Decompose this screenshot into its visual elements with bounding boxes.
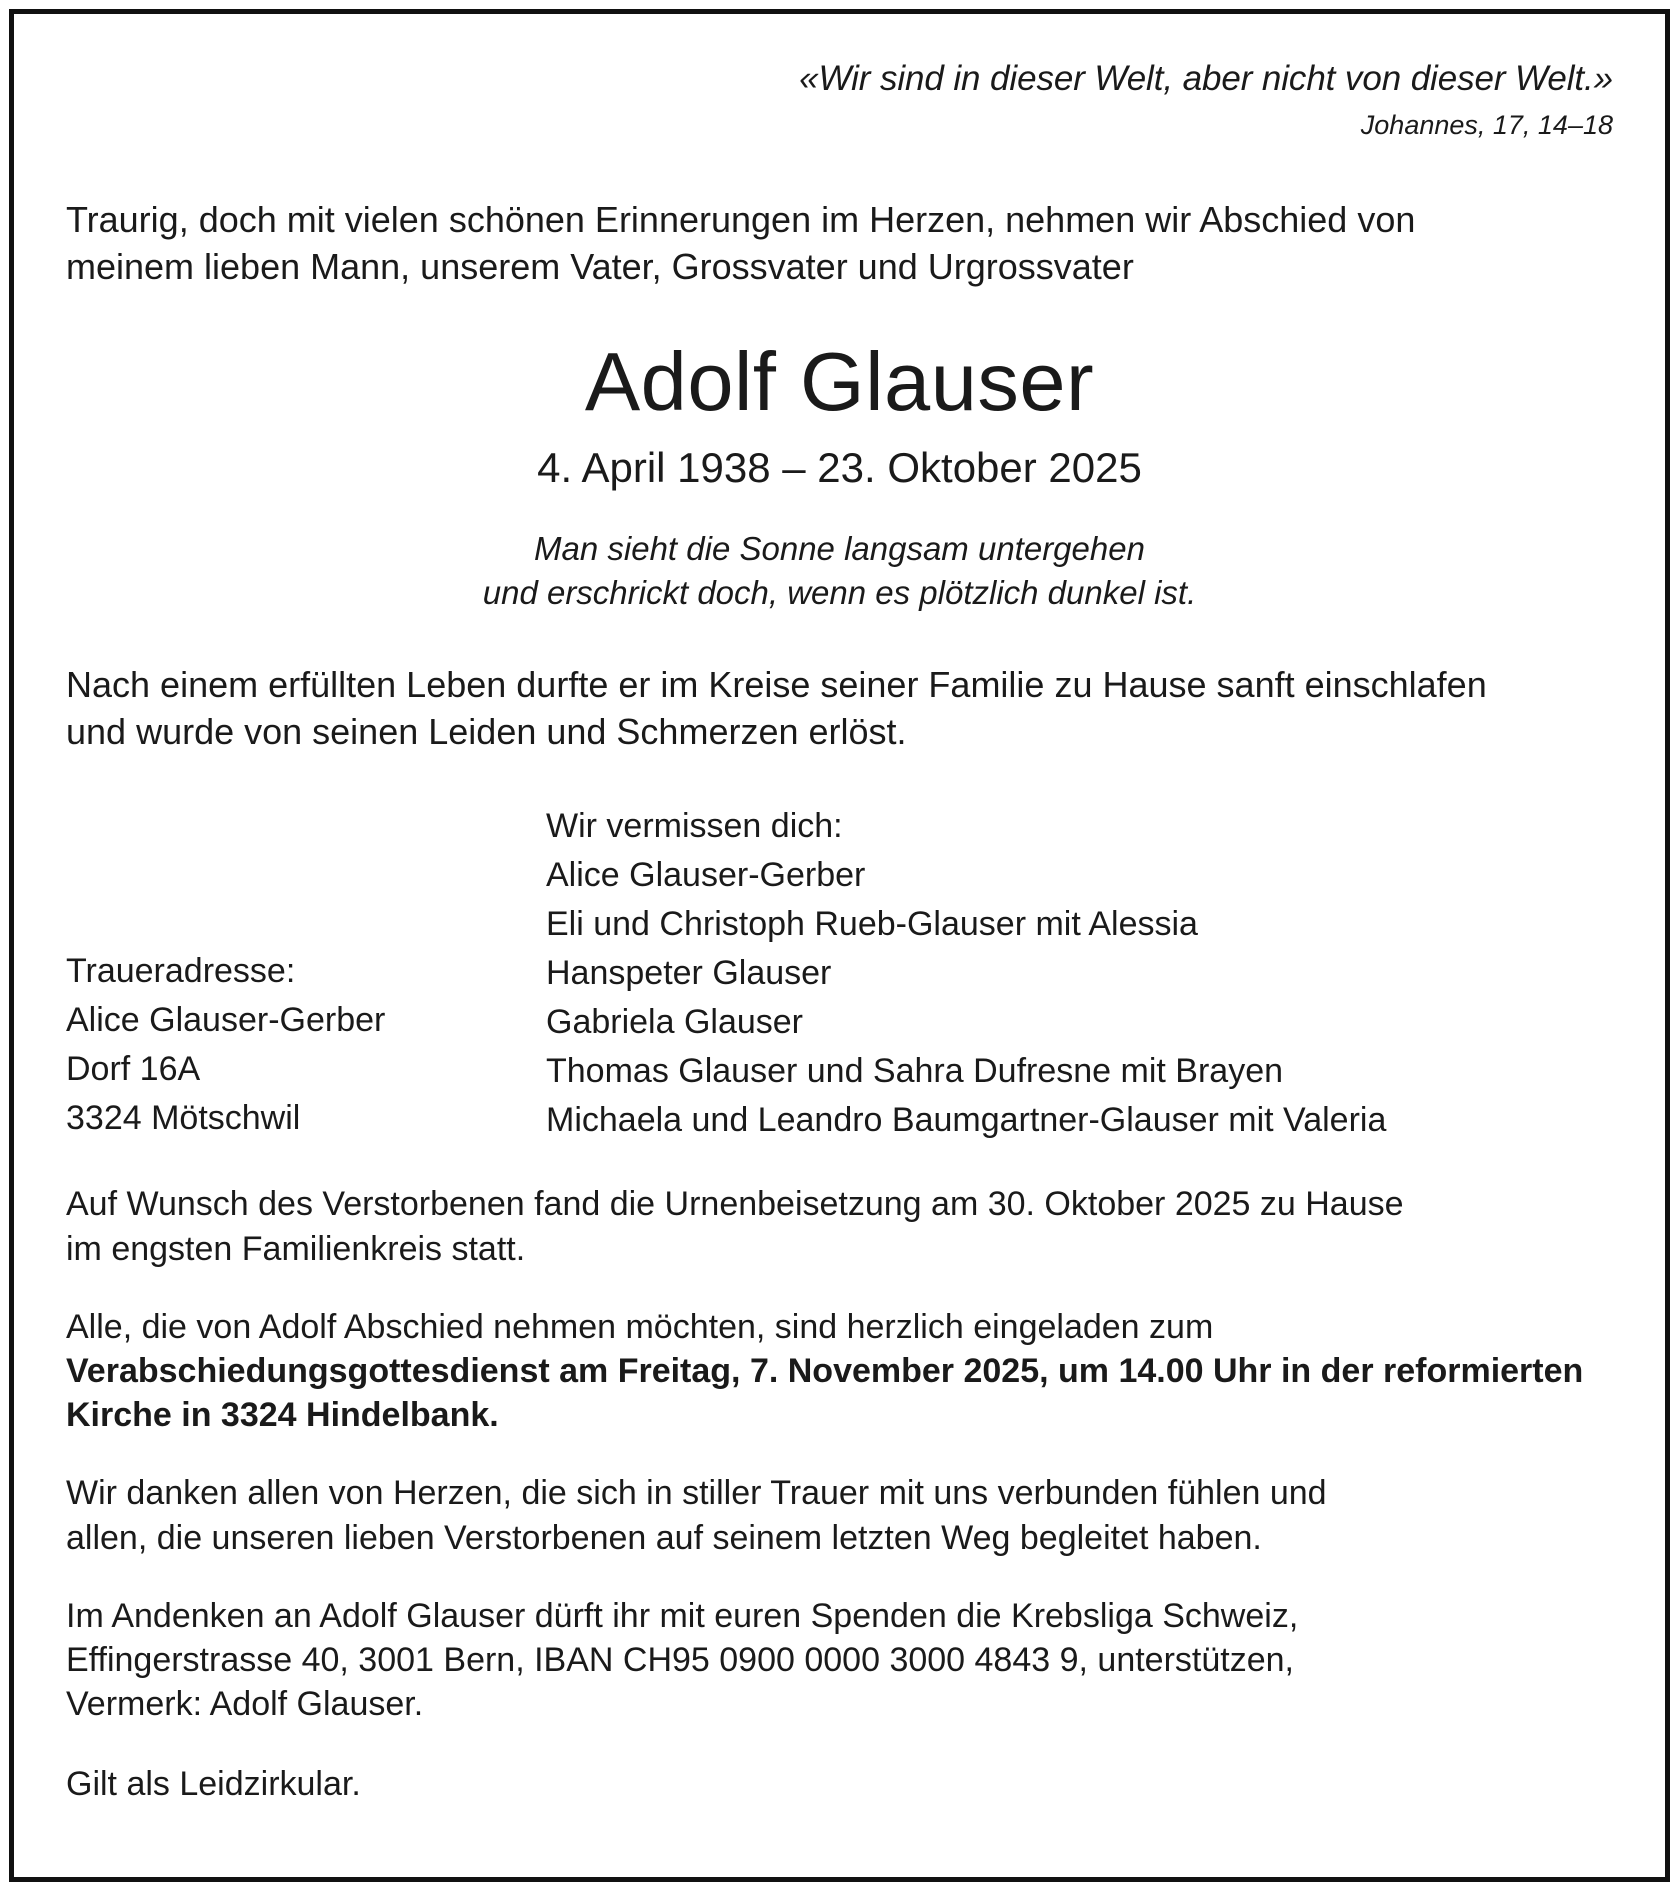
passing-line-2: und wurde von seinen Leiden und Schmerzen erlöst. [66, 711, 907, 753]
deceased-dates: 4. April 1938 – 23. Oktober 2025 [537, 443, 1142, 491]
family-member: Gabriela Glauser [546, 1002, 804, 1041]
family-members-block [546, 802, 1613, 1145]
mourning-address-city: 3324 Mötschwil [66, 1098, 301, 1137]
donation-line-1: Im Andenken an Adolf Glauser dürft ihr mit euren Spenden die Krebsliga Schweiz, [66, 1596, 1299, 1635]
intro-line-1: Traurig, doch mit vielen schönen Erinnerungen im Herzen, nehmen wir Abschied von [66, 199, 1416, 241]
mourning-address-street: Dorf 16A [66, 1049, 201, 1088]
donation-line-2: Effingerstrasse 40, 3001 Bern, IBAN CH95 0900 0000 3000 4843 9, unterstützen, [66, 1640, 1294, 1679]
family-heading: Wir vermissen dich: [546, 806, 843, 845]
thanks-paragraph [66, 1471, 1613, 1559]
memorial-verse-line-1: Man sieht die Sonne langsam untergehen [534, 530, 1145, 568]
burial-line-2: im engsten Familienkreis statt. [66, 1229, 526, 1268]
obituary-content [66, 48, 1613, 1859]
service-invitation-details: Verabschiedungsgottesdienst am Freitag, 7. November 2025, um 14.00 Uhr in der reformierten Kirche in 3324 Hindelbank. [66, 1352, 1584, 1435]
family-member: Thomas Glauser und Sahra Dufresne mit Brayen [546, 1051, 1284, 1090]
passing-line-1: Nach einem erfüllten Leben durfte er im Kreise seiner Familie zu Hause sanft einschlafen [66, 664, 1487, 706]
memorial-verse [66, 527, 1613, 614]
scripture-quote-source: Johannes, 17, 14–18 [1360, 109, 1613, 140]
intro-paragraph [66, 197, 1613, 291]
mourning-address-name: Alice Glauser-Gerber [66, 1000, 386, 1039]
thanks-line-1: Wir danken allen von Herzen, die sich in stiller Trauer mit uns verbunden fühlen und [66, 1474, 1327, 1513]
obituary-border-frame [9, 9, 1670, 1882]
scripture-quote-text: «Wir sind in dieser Welt, aber nicht von dieser Welt.» [799, 59, 1613, 98]
family-member: Hanspeter Glauser [546, 953, 832, 992]
donation-line-3: Vermerk: Adolf Glauser. [66, 1685, 424, 1724]
passing-paragraph [66, 662, 1613, 756]
address-family-columns [66, 802, 1613, 1145]
service-invitation-intro: Alle, die von Adolf Abschied nehmen möchten, sind herzlich eingeladen zum [66, 1307, 1214, 1346]
mourning-address-block [66, 947, 546, 1145]
family-member: Michaela und Leandro Baumgartner-Glauser mit Valeria [546, 1100, 1387, 1139]
service-invitation-paragraph [66, 1305, 1613, 1438]
thanks-line-2: allen, die unseren lieben Verstorbenen auf seinem letzten Weg begleitet haben. [66, 1518, 1262, 1557]
donation-paragraph [66, 1594, 1613, 1727]
scripture-quote-block [66, 48, 1613, 145]
burial-line-1: Auf Wunsch des Verstorbenen fand die Urnenbeisetzung am 30. Oktober 2025 zu Hause [66, 1185, 1404, 1224]
family-member: Eli und Christoph Rueb-Glauser mit Alessia [546, 904, 1198, 943]
memorial-verse-line-2: und erschrickt doch, wenn es plötzlich dunkel ist. [482, 573, 1197, 611]
mourning-address-label: Traueradresse: [66, 951, 296, 990]
family-member: Alice Glauser-Gerber [546, 855, 866, 894]
burial-paragraph [66, 1182, 1613, 1270]
leidzirkular-note: Gilt als Leidzirkular. [66, 1765, 361, 1804]
deceased-name: Adolf Glauser [584, 334, 1095, 428]
intro-line-2: meinem lieben Mann, unserem Vater, Grossvater und Urgrossvater [66, 245, 1134, 287]
